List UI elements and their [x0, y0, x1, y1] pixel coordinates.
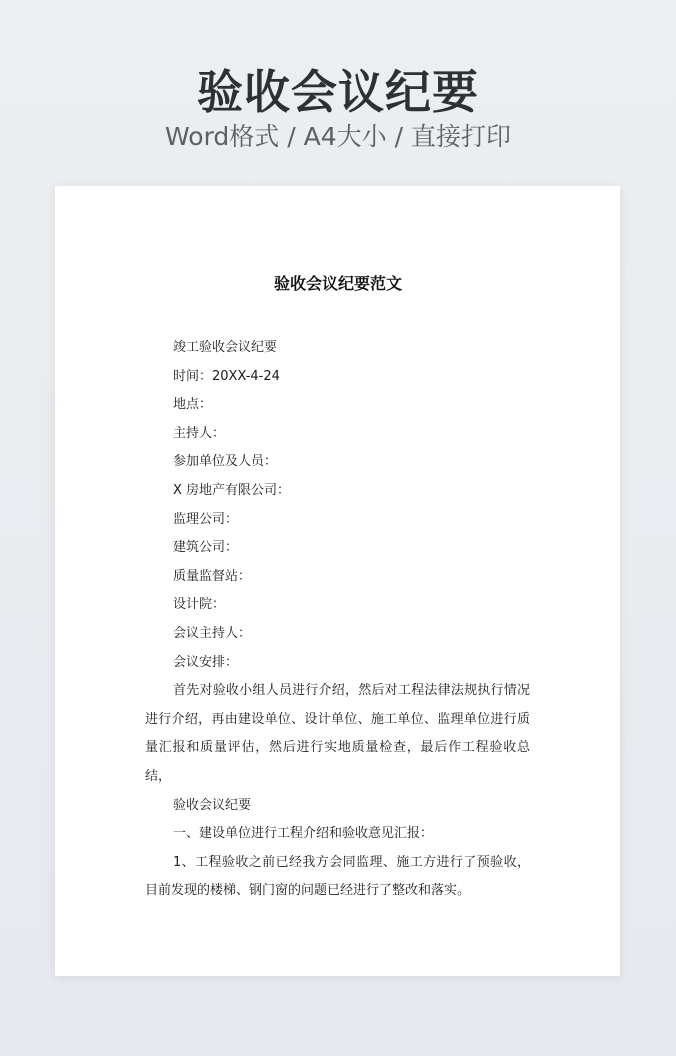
- document-body: [145, 334, 530, 906]
- paragraph: 质量监督站：: [173, 568, 252, 584]
- paragraph: 1、工程验收之前已经我方会同监理、施工方进行了预验收，目前发现的楼梯、钢门窗的问题已经进行了整改和落实。: [145, 854, 530, 899]
- paragraph: 首先对验收小组人员进行介绍，然后对工程法律法规执行情况进行介绍，再由建设单位、设计单位、施工单位、监理单位进行质量汇报和质量评估，然后进行实地质量检查，最后作工程验收总结，: [145, 683, 530, 784]
- paragraph: 参加单位及人员：: [173, 454, 278, 470]
- paragraph: 主持人：: [173, 425, 226, 441]
- paragraph: 设计院：: [173, 597, 226, 613]
- document-title: 验收会议纪要范文: [273, 274, 402, 293]
- paragraph: 验收会议纪要: [173, 797, 252, 813]
- paragraph: 竣工验收会议纪要: [173, 340, 278, 355]
- page-subtitle: Word格式 / A4大小 / 直接打印: [165, 122, 511, 151]
- paragraph: 地点：: [173, 397, 213, 413]
- paragraph: 时间：20XX-4-24: [173, 368, 280, 384]
- page-title: 验收会议纪要: [197, 65, 479, 119]
- paragraph: 建筑公司：: [173, 540, 239, 556]
- paragraph: X 房地产有限公司：: [173, 482, 291, 498]
- paragraph: 监理公司：: [173, 511, 239, 527]
- paragraph: 会议主持人：: [173, 625, 252, 641]
- paragraph: 一、建设单位进行工程介绍和验收意见汇报：: [173, 826, 434, 842]
- paragraph: 会议安排：: [173, 654, 239, 670]
